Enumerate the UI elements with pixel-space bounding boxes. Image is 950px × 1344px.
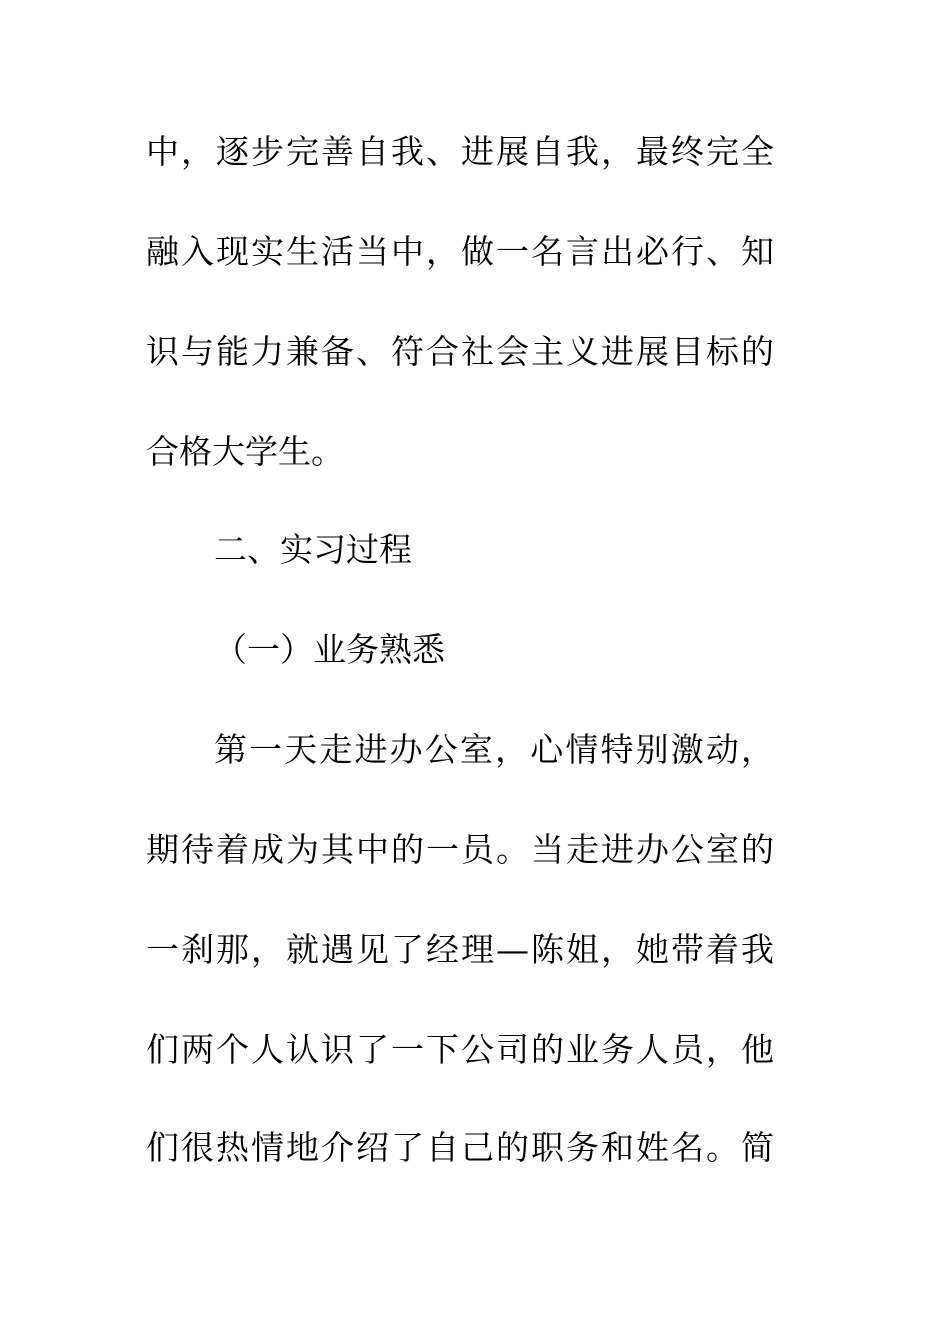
body-text-line: 们很热情地介绍了自己的职务和姓名。简 [146, 1128, 774, 1167]
body-text-line: 第一天走进办公室，心情特别激动， [214, 730, 774, 769]
body-text-line: 期待着成为其中的一员。当走进办公室的 [146, 830, 774, 869]
subsection-heading: （一）业务熟悉 [214, 630, 445, 669]
section-heading: 二、实习过程 [214, 530, 412, 569]
body-text-line: 合格大学生。 [146, 432, 344, 471]
body-text-line: 中，逐步完善自我、进展自我，最终完全 [146, 132, 774, 171]
body-text-line: 融入现实生活当中，做一名言出必行、知 [146, 232, 774, 271]
body-text-line: 识与能力兼备、符合社会主义进展目标的 [146, 332, 774, 371]
body-text-line: 一刹那，就遇见了经理—陈姐，她带着我 [146, 930, 774, 969]
body-text-line: 们两个人认识了一下公司的业务人员，他 [146, 1030, 774, 1069]
